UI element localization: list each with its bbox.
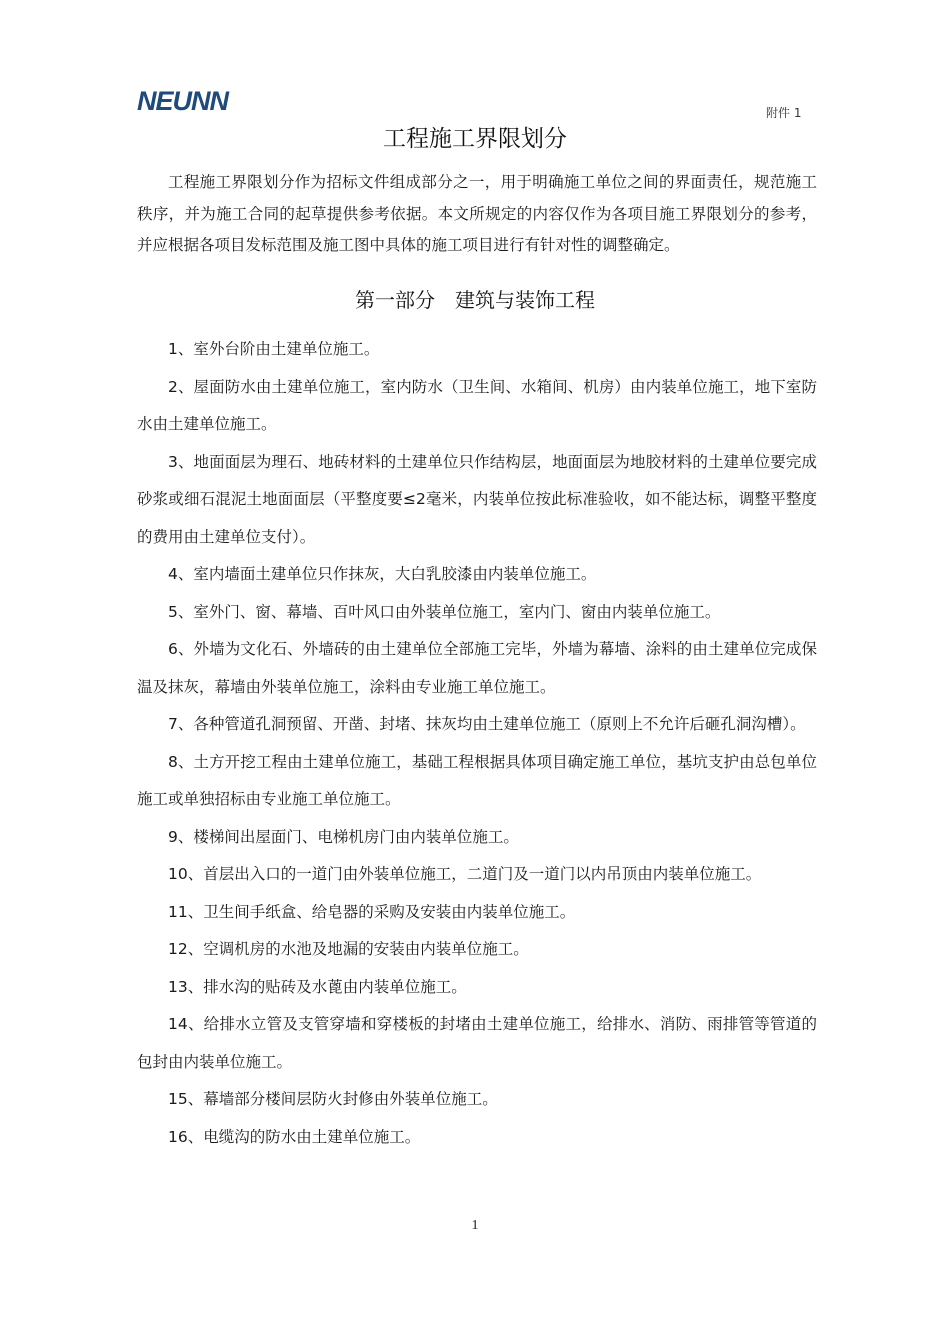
list-item: 5、室外门、窗、幕墙、百叶风口由外装单位施工，室内门、窗由内装单位施工。: [168, 602, 721, 621]
list-item: 9、楼梯间出屋面门、电梯机房门由内装单位施工。: [168, 827, 519, 846]
list-item: 12、空调机房的水池及地漏的安装由内装单位施工。: [168, 940, 529, 958]
clause-list: [137, 331, 817, 1156]
list-item: 13、排水沟的贴砖及水蓖由内装单位施工。: [168, 977, 467, 996]
attachment-label: 附件 1: [766, 106, 802, 120]
page-number: 1: [471, 1218, 479, 1233]
list-item: 2、屋面防水由土建单位施工，室内防水（卫生间、水箱间、机房）由内装单位施工，地下室防水由土建单位施工。: [137, 377, 817, 433]
list-item: 8、土方开挖工程由土建单位施工，基础工程根据具体项目确定施工单位，基坑支护由总包单位施工或单独招标由专业施工单位施工。: [137, 752, 817, 808]
list-item: 4、室内墙面土建单位只作抹灰，大白乳胶漆由内装单位施工。: [168, 565, 597, 583]
list-item: 16、电缆沟的防水由土建单位施工。: [168, 1127, 421, 1146]
list-item: 15、幕墙部分楼间层防火封修由外装单位施工。: [168, 1090, 498, 1108]
list-item: 11、卫生间手纸盒、给皂器的采购及安装由内装单位施工。: [168, 902, 576, 921]
list-item: 1、室外台阶由土建单位施工。: [168, 340, 380, 358]
list-item: 7、各种管道孔洞预留、开凿、封堵、抹灰均由土建单位施工（原则上不允许后砸孔洞沟槽）。: [168, 715, 806, 733]
list-item: 3、地面面层为理石、地砖材料的土建单位只作结构层，地面面层为地胶材料的土建单位要完成砂浆或细石混泥土地面面层（平整度要≤2毫米，内装单位按此标准验收，如不能达标，调整平整度的费用由土建单位支付）。: [137, 452, 817, 546]
list-item: 10、首层出入口的一道门由外装单位施工，二道门及一道门以内吊顶由内装单位施工。: [168, 865, 762, 883]
list-item: 6、外墙为文化石、外墙砖的由土建单位全部施工完毕，外墙为幕墙、涂料的由土建单位完成保温及抹灰，幕墙由外装单位施工，涂料由专业施工单位施工。: [137, 640, 817, 696]
section-heading: 第一部分 建筑与装饰工程: [355, 288, 595, 312]
company-logo: NEUNN: [137, 86, 229, 116]
document-title: 工程施工界限划分: [383, 126, 567, 152]
intro-paragraph: 工程施工界限划分作为招标文件组成部分之一，用于明确施工单位之间的界面责任，规范施工秩序，并为施工合同的起草提供参考依据。本文所规定的内容仅作为各项目施工界限划分的参考，并应根据各项目发标范围及施工图中具体的施工项目进行有针对性的调整确定。: [137, 173, 817, 254]
list-item: 14、给排水立管及支管穿墙和穿楼板的封堵由土建单位施工，给排水、消防、雨排管等管道的包封由内装单位施工。: [137, 1015, 817, 1071]
